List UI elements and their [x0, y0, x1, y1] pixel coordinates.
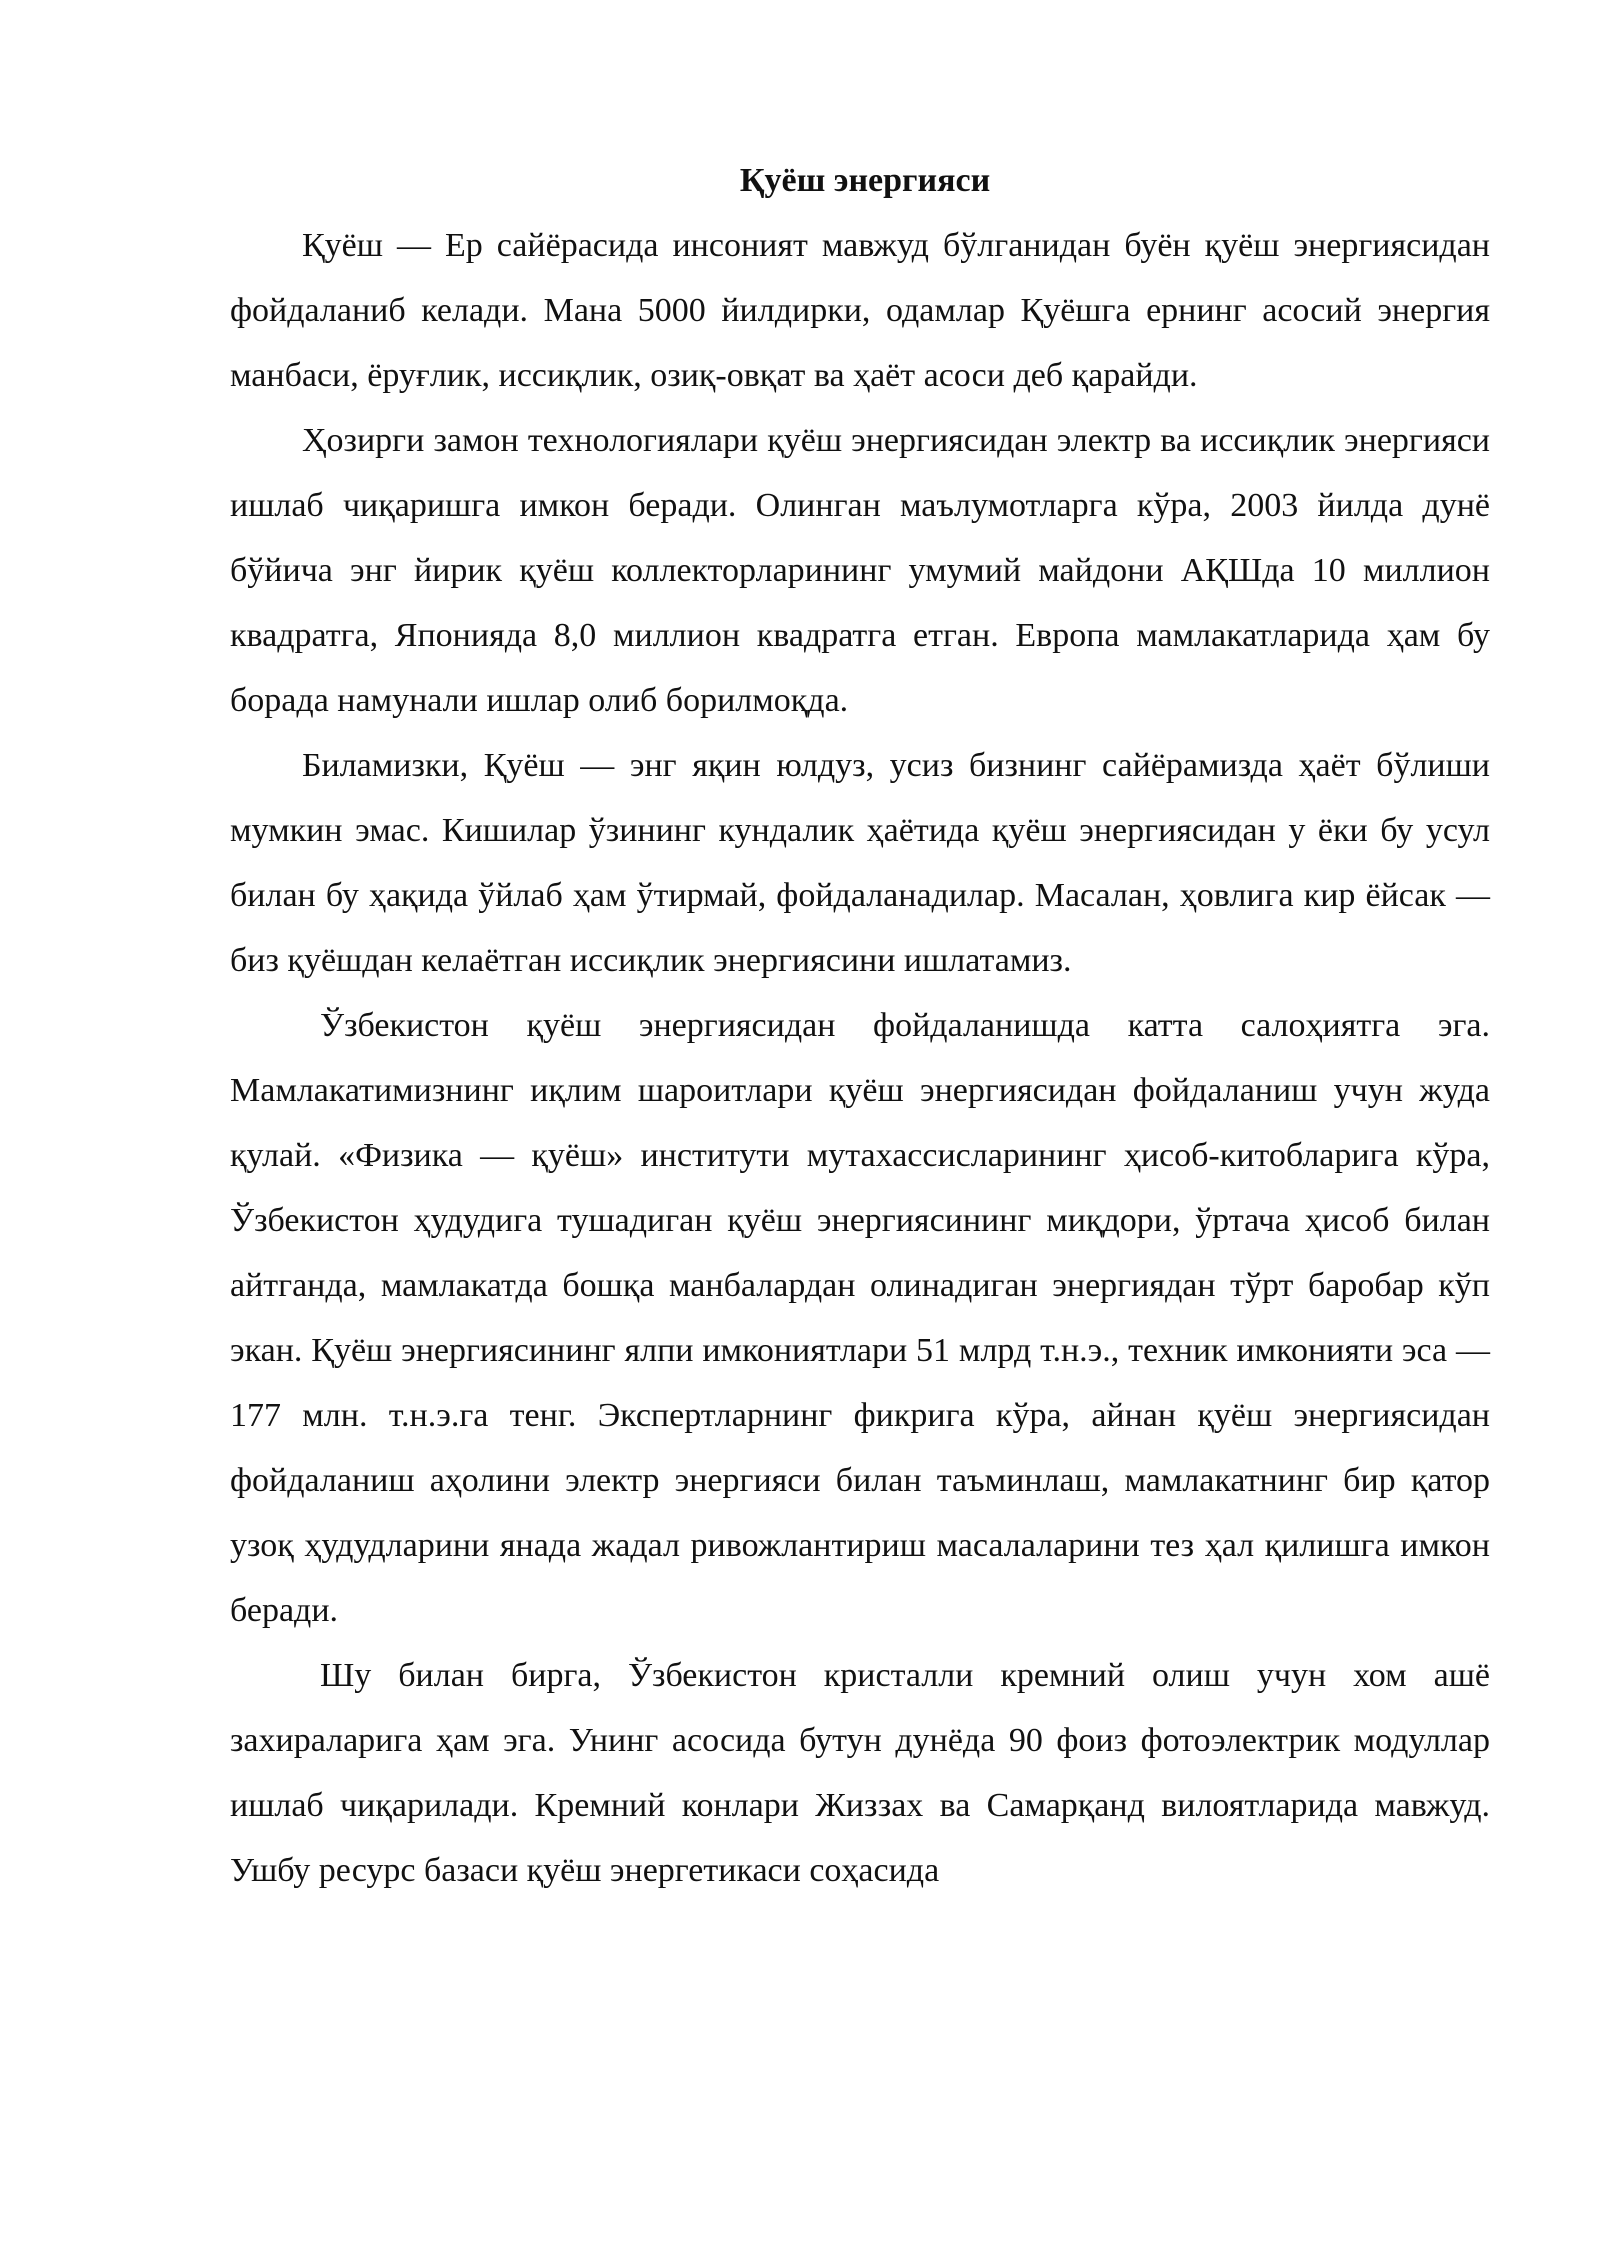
- paragraph-3: Биламизки, Қуёш — энг яқин юлдуз, усиз бизнинг сайёрамизда ҳаёт бўлиши мумкин эмас. Кишилар ўзининг кундалик ҳаётида қуёш энергиясидан у ёки бу усул билан бу ҳақида ўйлаб ҳам ўтирмай, фойдаланадилар. Масалан, ҳовлига кир ёйсак — биз қуёшдан келаётган иссиқлик энергиясини ишлатамиз.: [230, 747, 1490, 979]
- document-title: Қуёш энергияси: [739, 162, 991, 199]
- paragraph-2: Ҳозирги замон технологиялари қуёш энергиясидан электр ва иссиқлик энергияси ишлаб чиқаришга имкон беради. Олинган маълумотларга кўра, 2003 йилда дунё бўйича энг йирик қуёш коллекторларининг умумий майдони АҚШда 10 миллион квадратга, Японияда 8,0 миллион квадратга етган. Европа мамлакатларида ҳам бу борада намунали ишлар олиб борилмоқда.: [230, 422, 1490, 719]
- paragraph-1: Қуёш — Ер сайёрасида инсоният мавжуд бўлганидан буён қуёш энергиясидан фойдаланиб келади. Мана 5000 йилдирки, одамлар Қуёшга ернинг асосий энергия манбаси, ёруғлик, иссиқлик, озиқ-овқат ва ҳаёт асоси деб қарайди.: [230, 227, 1490, 394]
- document-body: [230, 148, 1490, 1903]
- paragraph-5: Шу билан бирга, Ўзбекистон кристалли кремний олиш учун хом ашё захираларига ҳам эга. Унинг асосида бутун дунёда 90 фоиз фотоэлектрик модуллар ишлаб чиқарилади. Кремний конлари Жиззах ва Самарқанд вилоятларида мавжуд. Ушбу ресурс базаси қуёш энергетикаси соҳасида: [230, 1657, 1490, 1889]
- paragraph-4: Ўзбекистон қуёш энергиясидан фойдаланишда катта салоҳиятга эга. Мамлакатимизнинг иқлим шароитлари қуёш энергиясидан фойдаланиш учун жуда қулай. «Физика — қуёш» институти мутахассисларининг ҳисоб-китобларига кўра, Ўзбекистон ҳудудига тушадиган қуёш энергиясининг миқдори, ўртача ҳисоб билан айтганда, мамлакатда бошқа манбалардан олинадиган энергиядан тўрт баробар кўп экан. Қуёш энергиясининг ялпи имкониятлари 51 млрд т.н.э., техник имконияти эса — 177 млн. т.н.э.га тенг. Экспертларнинг фикрига кўра, айнан қуёш энергиясидан фойдаланиш аҳолини электр энергияси билан таъминлаш, мамлакатнинг бир қатор узоқ ҳудудларини янада жадал ривожлантириш масалаларини тез ҳал қилишга имкон беради.: [230, 1007, 1490, 1629]
